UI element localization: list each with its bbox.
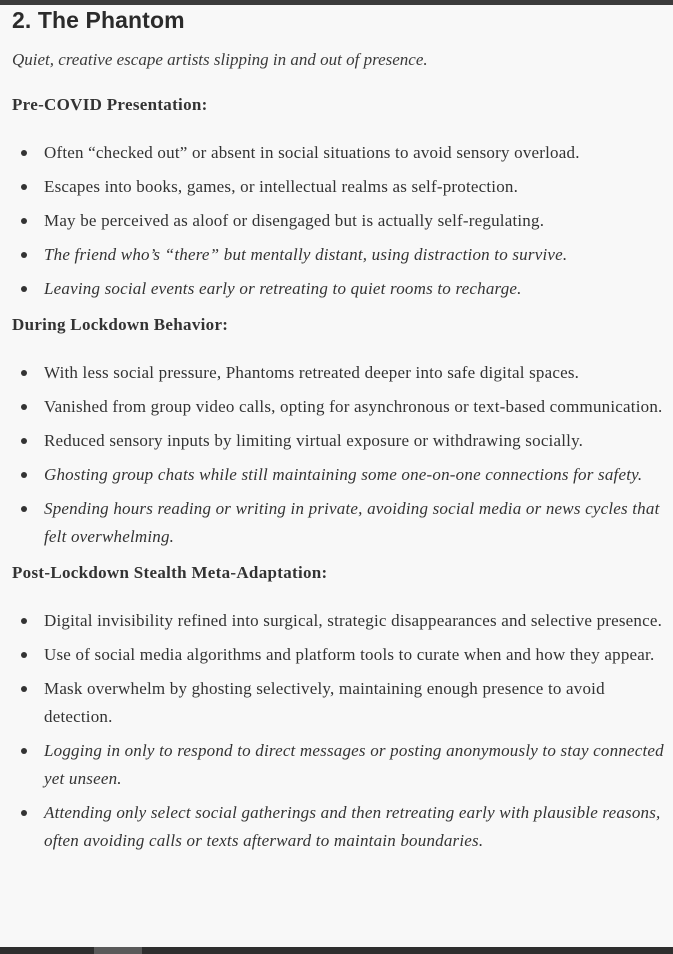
section-title: 2. The Phantom: [12, 7, 185, 33]
bullet-icon: [21, 252, 27, 258]
list-item: May be perceived as aloof or disengaged but is actually self-regulating.: [12, 207, 673, 235]
list-item: Logging in only to respond to direct messages or posting anonymously to stay connected yet unseen.: [12, 737, 673, 793]
bullet-icon: [21, 810, 27, 816]
list-item: The friend who’s “there” but mentally distant, using distraction to survive.: [12, 241, 673, 269]
subtitle: Quiet, creative escape artists slipping in and out of presence.: [12, 50, 428, 69]
list-item: Digital invisibility refined into surgical, strategic disappearances and selective presence.: [12, 607, 673, 635]
heading-during-lockdown: During Lockdown Behavior:: [12, 315, 229, 334]
bullet-icon: [21, 438, 27, 444]
heading-pre-covid: Pre-COVID Presentation:: [12, 95, 208, 114]
list-pre-covid: [12, 139, 673, 303]
list-item: Ghosting group chats while still maintaining some one-on-one connections for safety.: [12, 461, 673, 489]
list-item: Mask overwhelm by ghosting selectively, maintaining enough presence to avoid detection.: [12, 675, 673, 731]
bullet-icon: [21, 370, 27, 376]
bullet-icon: [21, 686, 27, 692]
list-item: Often “checked out” or absent in social situations to avoid sensory overload.: [12, 139, 673, 167]
bullet-icon: [21, 652, 27, 658]
bullet-icon: [21, 404, 27, 410]
list-item: Leaving social events early or retreating to quiet rooms to recharge.: [12, 275, 673, 303]
bullet-icon: [21, 286, 27, 292]
article-content: [12, 5, 673, 861]
list-item: With less social pressure, Phantoms retreated deeper into safe digital spaces.: [12, 359, 673, 387]
bullet-icon: [21, 218, 27, 224]
bullet-icon: [21, 184, 27, 190]
list-post-lockdown: [12, 607, 673, 855]
bullet-icon: [21, 150, 27, 156]
list-item: Attending only select social gatherings and then retreating early with plausible reasons, often avoiding calls or texts afterward to maintain boundaries.: [12, 799, 673, 855]
bullet-icon: [21, 748, 27, 754]
list-item: Reduced sensory inputs by limiting virtual exposure or withdrawing socially.: [12, 427, 673, 455]
scrollbar-thumb[interactable]: [94, 947, 142, 954]
bullet-icon: [21, 472, 27, 478]
heading-post-lockdown: Post-Lockdown Stealth Meta-Adaptation:: [12, 563, 328, 582]
list-item: Use of social media algorithms and platform tools to curate when and how they appear.: [12, 641, 673, 669]
list-during-lockdown: [12, 359, 673, 551]
list-item: Escapes into books, games, or intellectual realms as self-protection.: [12, 173, 673, 201]
list-item: Spending hours reading or writing in private, avoiding social media or news cycles that felt overwhelming.: [12, 495, 673, 551]
bottom-scrollbar[interactable]: [0, 947, 673, 954]
bullet-icon: [21, 506, 27, 512]
list-item: Vanished from group video calls, opting for asynchronous or text-based communication.: [12, 393, 673, 421]
bullet-icon: [21, 618, 27, 624]
